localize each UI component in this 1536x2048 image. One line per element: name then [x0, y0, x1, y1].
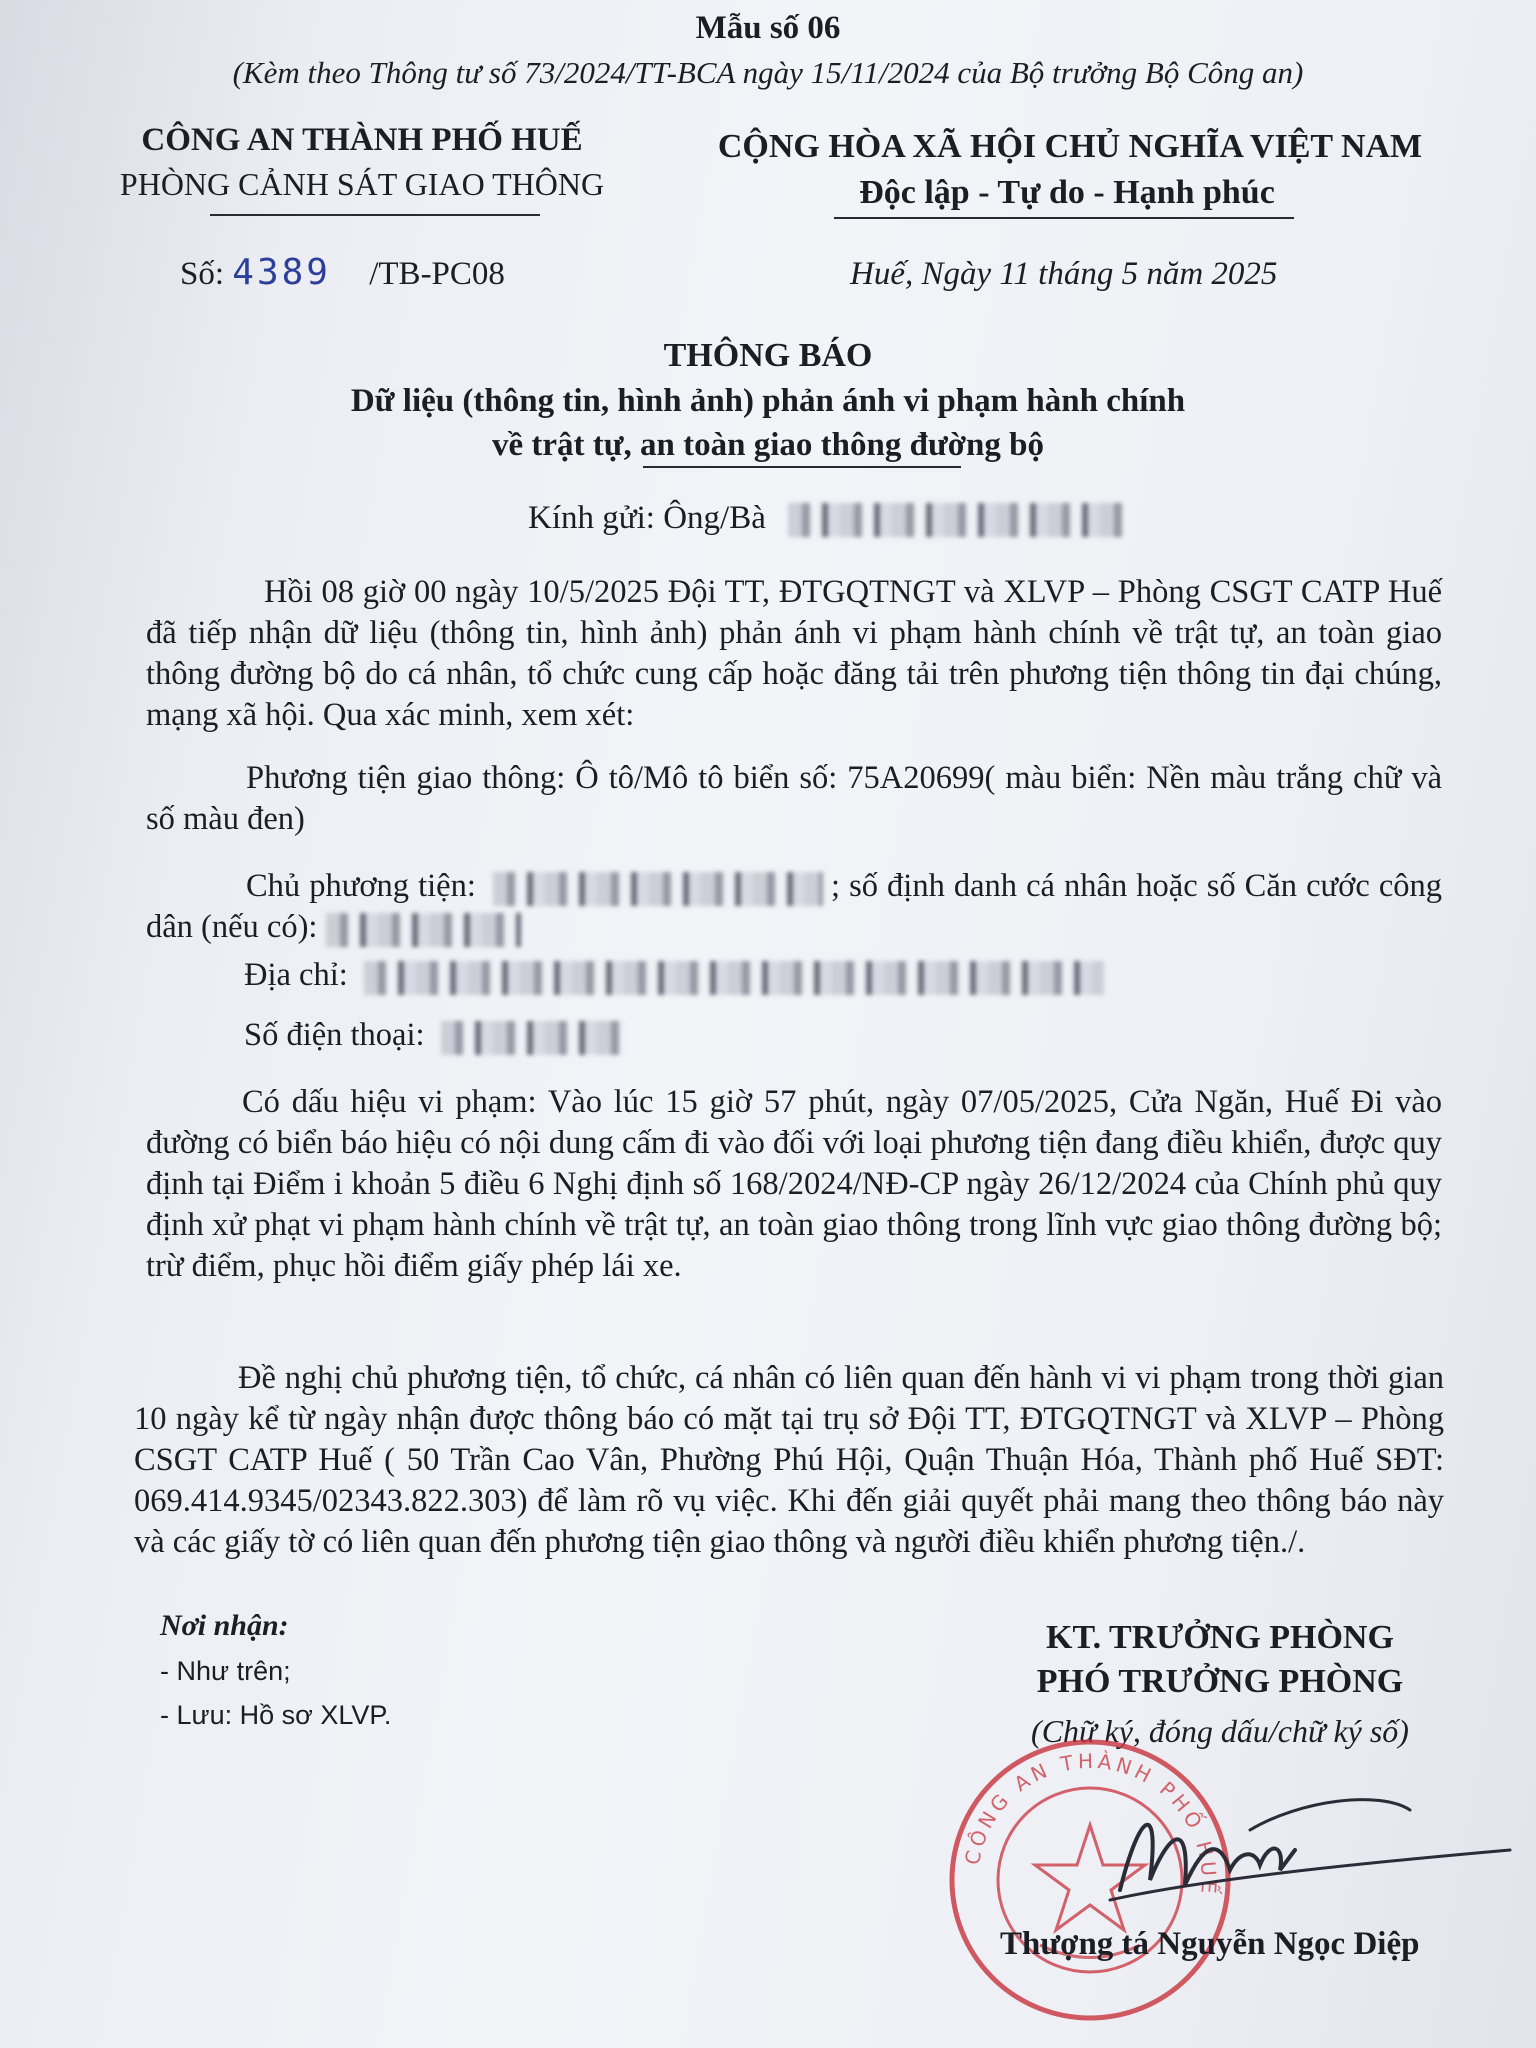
signature-authority: KT. TRƯỞNG PHÒNG [1046, 1619, 1394, 1656]
recipient-item: - Lưu: Hồ sơ XLVP. [160, 1700, 392, 1730]
redacted-owner-id [326, 913, 521, 947]
national-motto: Độc lập - Tự do - Hạnh phúc [859, 174, 1275, 211]
motto-underline [834, 217, 1294, 219]
document-subtitle-2: về trật tự, an toàn giao thông đường bộ [491, 427, 1044, 463]
address-label: Địa chỉ: [244, 957, 348, 993]
paragraph-address [244, 955, 1104, 996]
issuing-organization: CÔNG AN THÀNH PHỐ HUẾ [141, 122, 583, 158]
document-number [180, 252, 505, 293]
circular-reference: (Kèm theo Thông tư số 73/2024/TT-BCA ngày 15/11/2024 của Bộ trưởng Bộ Công an) [232, 55, 1304, 90]
issuing-department: PHÒNG CẢNH SÁT GIAO THÔNG [119, 166, 605, 202]
form-number: Mẫu số 06 [695, 10, 841, 46]
redacted-recipient-name [788, 503, 1123, 537]
subtitle-underline [643, 466, 961, 468]
document-date: Huế, Ngày 11 tháng 5 năm 2025 [850, 256, 1278, 292]
paragraph-request: Đề nghị chủ phương tiện, tổ chức, cá nhân có liên quan đến hành vi vi phạm trong thời gian 10 ngày kể từ ngày nhận được thông báo có mặt tại trụ sở Đội TT, ĐTGQTNGT và XLVP – Phòng CSGT CATP Huế ( 50 Trần Cao Vân, Phường Phú Hội, Quận Thuận Hóa, Thành phố Huế SĐT: 069.414.9345/02343.822.303) để làm rõ vụ việc. Khi đến giải quyết phải mang theo thông báo này và các giấy tờ có liên quan đến phương tiện giao thông và người điều khiển phương tiện./. [134, 1360, 1444, 1560]
document-number-label: Số: [180, 256, 225, 292]
handwritten-signature [1080, 1770, 1520, 1920]
stamp-text: CÔNG AN THÀNH PHỐ HUẾ [959, 1748, 1222, 1899]
redacted-owner-name [493, 872, 823, 906]
paragraph-intake: Hồi 08 giờ 00 ngày 10/5/2025 Đội TT, ĐTGQTNGT và XLVP – Phòng CSGT CATP Huế đã tiếp nhận dữ liệu (thông tin, hình ảnh) phản ánh vi phạm hành chính về trật tự, an toàn giao thông đường bộ do cá nhân, tổ chức cung cấp hoặc đăng tải trên phương tiện thông tin đại chúng, mạng xã hội. Qua xác minh, xem xét: [146, 574, 1442, 733]
redacted-phone [441, 1021, 626, 1055]
signer-name: Thượng tá Nguyễn Ngọc Diệp [1000, 1926, 1420, 1962]
phone-label: Số điện thoại: [244, 1017, 425, 1053]
document-title: THÔNG BÁO [663, 337, 873, 374]
document-number-suffix: /TB-PC08 [369, 256, 505, 292]
paragraph-owner [146, 866, 1442, 948]
org-underline [210, 214, 540, 216]
owner-id-label: ; số định danh cá nhân hoặc số Căn cước công dân (nếu có): [146, 868, 1442, 945]
paragraph-phone [244, 1015, 626, 1056]
paragraph-vehicle: Phương tiện giao thông: Ô tô/Mô tô biển số: 75A20699( màu biển: Nền màu trắng chữ và số màu đen) [146, 760, 1442, 837]
greeting-label: Kính gửi: Ông/Bà [528, 500, 766, 536]
document-number-handwritten: 4389 [232, 252, 331, 293]
signature-position: PHÓ TRƯỞNG PHÒNG [1036, 1663, 1404, 1700]
signature-note: (Chữ ký, đóng dấu/chữ ký số) [1031, 1713, 1409, 1749]
recipients-title: Nơi nhận: [160, 1609, 289, 1642]
paragraph-violation: Có dấu hiệu vi phạm: Vào lúc 15 giờ 57 phút, ngày 07/05/2025, Cửa Ngăn, Huế Đi vào đường có biển báo hiệu có nội dung cấm đi vào đối với loại phương tiện đang điều khiển, được quy định tại Điểm i khoản 5 điều 6 Nghị định số 168/2024/NĐ-CP ngày 26/12/2024 của Chính phủ quy định xử phạt vi phạm hành chính về trật tự, an toàn giao thông trong lĩnh vực giao thông đường bộ; trừ điểm, phục hồi điểm giấy phép lái xe. [146, 1084, 1442, 1284]
recipient-item: - Như trên; [160, 1656, 291, 1686]
document-subtitle-1: Dữ liệu (thông tin, hình ảnh) phản ánh vi phạm hành chính [350, 383, 1186, 419]
redacted-address [364, 961, 1104, 995]
national-title: CỘNG HÒA XÃ HỘI CHỦ NGHĨA VIỆT NAM [717, 128, 1423, 165]
greeting [528, 500, 1123, 537]
owner-label: Chủ phương tiện: [246, 868, 476, 904]
